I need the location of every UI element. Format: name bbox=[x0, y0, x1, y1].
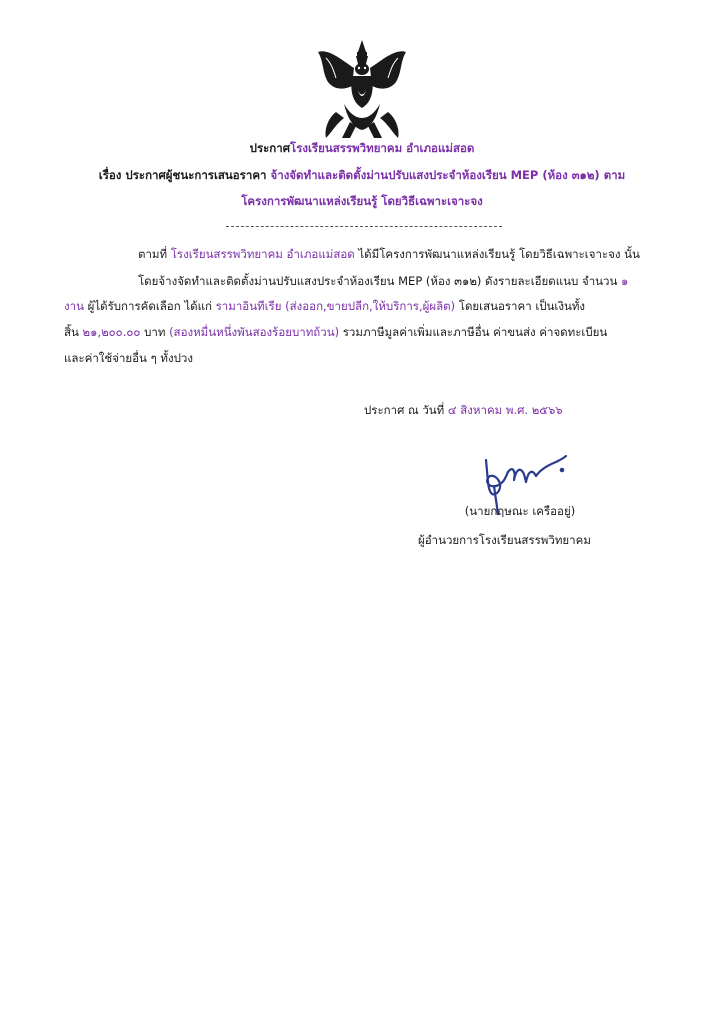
body-line-1 bbox=[138, 246, 640, 262]
subject-label: เรื่อง ประกาศผู้ชนะการเสนอราคา bbox=[98, 168, 267, 182]
body-line-4 bbox=[64, 324, 607, 340]
body-line-3 bbox=[64, 298, 585, 314]
title-prefix: ประกาศ bbox=[249, 141, 291, 155]
p3-text-b: ผู้ได้รับการคัดเลือก ได้แก่ bbox=[87, 299, 212, 313]
separator-line bbox=[226, 226, 502, 227]
subject-highlight: จ้างจัดทำและติดตั้งม่านปรับแสงประจำห้องเรียน MEP (ห้อง ๓๑๒) ตาม bbox=[270, 168, 626, 182]
p4-currency: บาท bbox=[144, 325, 166, 339]
p2-text-a: โดยจ้างจัดทำและติดตั้งม่านปรับแสงประจำห้องเรียน MEP (ห้อง ๓๑๒) ดังรายละเอียดแนบ จำนวน bbox=[138, 274, 618, 288]
body-line-5: และค่าใช้จ่ายอื่น ๆ ทั้งปวง bbox=[64, 351, 193, 365]
title-school: โรงเรียนสรรพวิทยาคม อำเภอแม่สอด bbox=[290, 141, 475, 155]
signatory-position: ผู้อำนวยการโรงเรียนสรรพวิทยาคม bbox=[418, 533, 591, 547]
p3-text-d: โดยเสนอราคา เป็นเงินทั้ง bbox=[458, 299, 586, 313]
announcement-title bbox=[0, 140, 724, 156]
subject-line-1 bbox=[0, 167, 724, 183]
p4-text-e: รวมภาษีมูลค่าเพิ่มและภาษีอื่น ค่าขนส่ง ค่าจดทะเบียน bbox=[342, 325, 608, 339]
p4-amount-words: (สองหมื่นหนึ่งพันสองร้อยบาทถ้วน) bbox=[169, 325, 340, 339]
p3-unit: งาน bbox=[64, 299, 84, 313]
p4-amount: ๒๑,๒๐๐.๐๐ bbox=[82, 325, 141, 339]
garuda-emblem-icon bbox=[314, 38, 410, 142]
p3-vendor: รามาอินทีเรีย (ส่งออก,ขายปลีก,ให้บริการ,ผู้ผลิต) bbox=[215, 299, 456, 313]
date-prefix: ประกาศ ณ วันที่ bbox=[364, 403, 445, 417]
subject-line-2: โครงการพัฒนาแหล่งเรียนรู้ โดยวิธีเฉพาะเจาะจง bbox=[241, 194, 483, 208]
date-value: ๔ สิงหาคม พ.ศ. ๒๕๖๖ bbox=[447, 403, 563, 417]
p4-text-a: สิ้น bbox=[64, 325, 79, 339]
signatory-name: (นายกฤษณะ เครืออยู่) bbox=[464, 504, 576, 518]
p1-text-a: ตามที่ bbox=[138, 247, 168, 261]
date-line bbox=[364, 402, 563, 418]
p1-text-c: ได้มีโครงการพัฒนาแหล่งเรียนรู้ โดยวิธีเฉพาะเจาะจง นั้น bbox=[358, 247, 640, 261]
body-line-2 bbox=[138, 273, 628, 289]
p1-school: โรงเรียนสรรพวิทยาคม อำเภอแม่สอด bbox=[170, 247, 355, 261]
p2-quantity: ๑ bbox=[621, 274, 629, 288]
